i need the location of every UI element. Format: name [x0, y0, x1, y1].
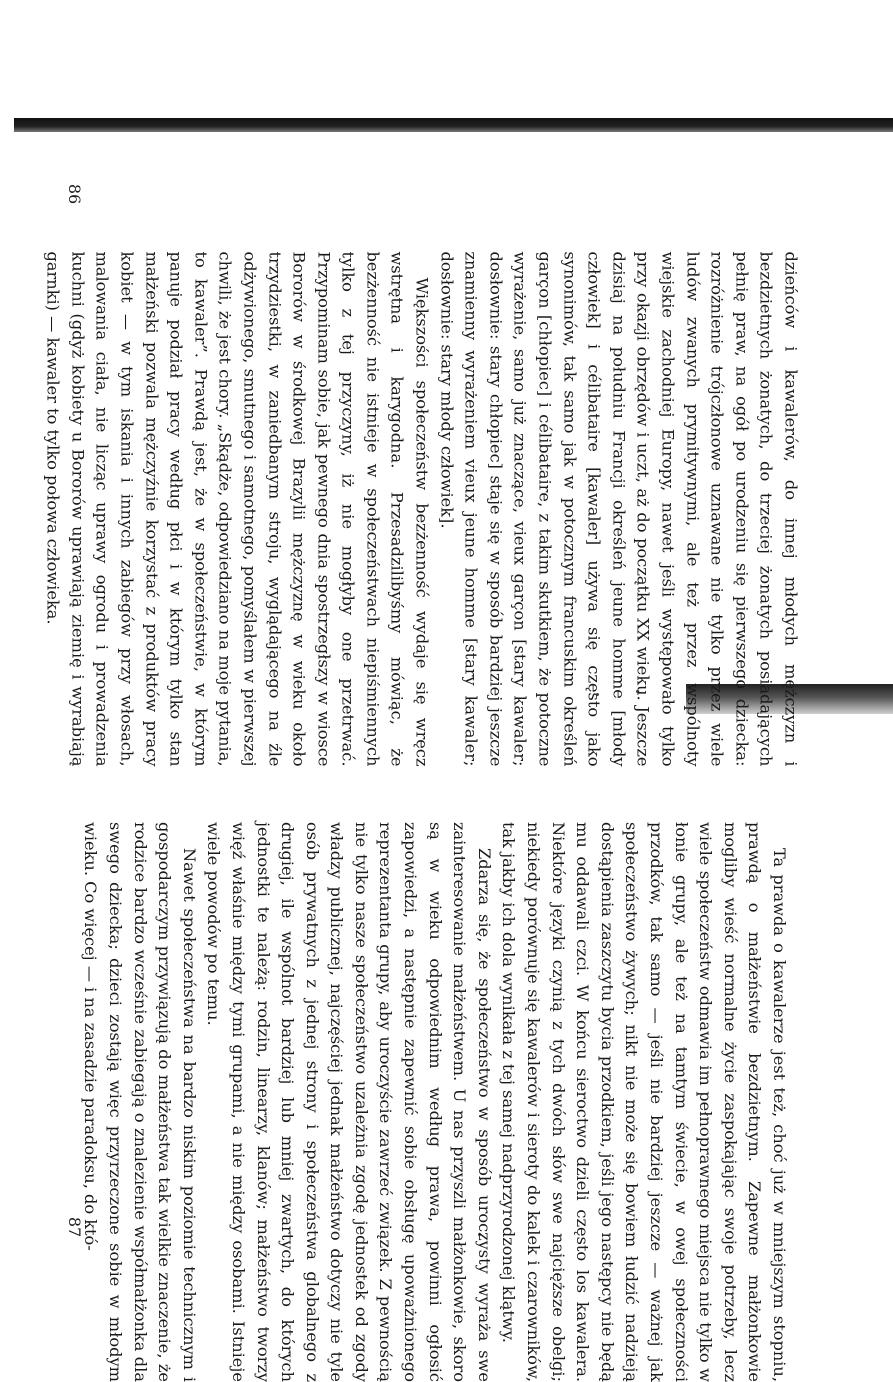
- page-number: 86: [65, 183, 85, 205]
- binding-edge-top: [14, 118, 893, 132]
- page-number: 87: [65, 1216, 85, 1238]
- paragraph: Nawet społeczeństwa na bardzo niskim poziomie technicznym i gospodarczym przywiązują do małżeństwa tak wielkie znaczenie, że rodzice bardzo wcześnie zabiegają o znalezienie współmałżonka dla swego dziecka; dzieci zostają więc przyrzeczone sobie w młodym wieku. Co więcej — i na zasadzie paradoksu, do któ-: [81, 822, 199, 1382]
- paragraph: Ta prawda o kawalerze jest też, choć już w mniejszym stopniu, prawdą o małżeństwie bezdzietnym. Zapewne małżonkowie mogliby wieść normalne życie zaspokajając swoje potrzeby, lecz wiele społeczeństw odmawia im pełnoprawnego miejsca nie tylko w łonie grupy, ale też na tamtym świecie, w owej społeczności przodków, tak samo — jeśli nie bardziej jeszcze — ważnej jak społeczeństwo żywych; nikt nie może się bowiem łudzić nadzieją dostąpienia zaszczytu bycia przodkiem, jeśli jego następcy nie będą mu oddawali czci. W końcu sieroctwo dzieli często los kawalera. Niektóre języki czynią z tych dwóch słów swe najcięższe obelgi; niekiedy porównuje się kawalerów i sieroty do kalek i czarowników, tak jakby ich dola wynikała z tej samej nadprzyrodzonej klątwy.: [499, 822, 789, 1382]
- page-86-text: [43, 251, 803, 767]
- paragraph: dzieńców i kawalerów, do innej młodych mężczyzn i bezdzietnych żonatych, do trzeciej żonatych posiadających pełnię praw, na ogół po urodzeniu się pierwszego dziecka: rozróżnienie trójczłonowe uznawane nie tylko przez wiele ludów zwanych prymitywnymi, ale też przez wspólnoty wiejskie zachodniej Europy, nawet jeśli występowało tylko przy okazji obrzędów i uczt, aż do początku XX wieku. Jeszcze dzisiaj na południu Francji określeń jeune homme [młody człowiek] i célibataire [kawaler] używa się często jako synonimów, tak samo jak w potocznym francuskim określeń garçon [chłopiec] i célibataire, z takim skutkiem, że potoczne wyrażenie, samo już znaczące, vieux garçon [stary kawaler; dosłownie: stary chłopiec] staje się w sposób bardziej jeszcze znamienny wyrażeniem vieux jeune homme [stary kawaler; dosłownie: stary młody człowiek].: [437, 251, 801, 767]
- paragraph: Zdarza się, że społeczeństwo w sposób uroczysty wyraża swe zainteresowanie małżeństwem. U nas przyszli małżonkowie, skoro są w wieku odpowiednim według prawa, powinni ogłosić zapowiedzi, a następnie zapewnić sobie obsługę upoważnionego reprezentanta grupy, aby uroczyście zawrzeć związek. Z pewnością nie tylko nasze społeczeństwo uzależnia zgodę jednostek od zgody władzy publicznej, najczęściej jednak małżeństwo dotyczy nie tyle osób prywatnych z jednej strony i społeczeństwa globalnego z drugiej, ile wspólnot bardziej lub mniej zwartych, do których jednostki te należą: rodzin, linearzy, klanów; małżeństwo tworzy więź właśnie między tymi grupami, a nie między osobami. Istnieje wiele powodów po temu.: [204, 822, 494, 1382]
- page-87-text: [75, 822, 791, 1382]
- paragraph: Większości społeczeństw bezżenność wydaje się wręcz wstrętna i karygodna. Przesadzilibyśmy mówiąc, że bezżenność nie istnieje w społeczeństwach niepiśmiennych tylko z tej przyczyny, iż nie mogłyby one przetrwać. Przypominam sobie, jak pewnego dnia spostrzegłszy w wiosce Bororów w środkowej Brazylii mężczyznę w wieku około trzydziestki, w zaniedbanym stroju, wyglądającego na źle odżywionego, smutnego i samotnego, pomyślałem w pierwszej chwili, że jest chory. „Skądże, odpowiedziano na moje pytania, to kawaler”. Prawdą jest, że w społeczeństwie, w którym panuje podział pracy według płci i w którym tylko stan małżeński pozwala mężczyźnie korzystać z produktów pracy kobiet — w tym iskania i innych zabiegów przy włosach, malowania ciała, nie licząc uprawy ogrodu i prowadzenia kuchni (gdyż kobiety u Bororów uprawiają ziemię i wyrabiają garnki) — kawaler to tylko połowa człowieka.: [43, 251, 432, 767]
